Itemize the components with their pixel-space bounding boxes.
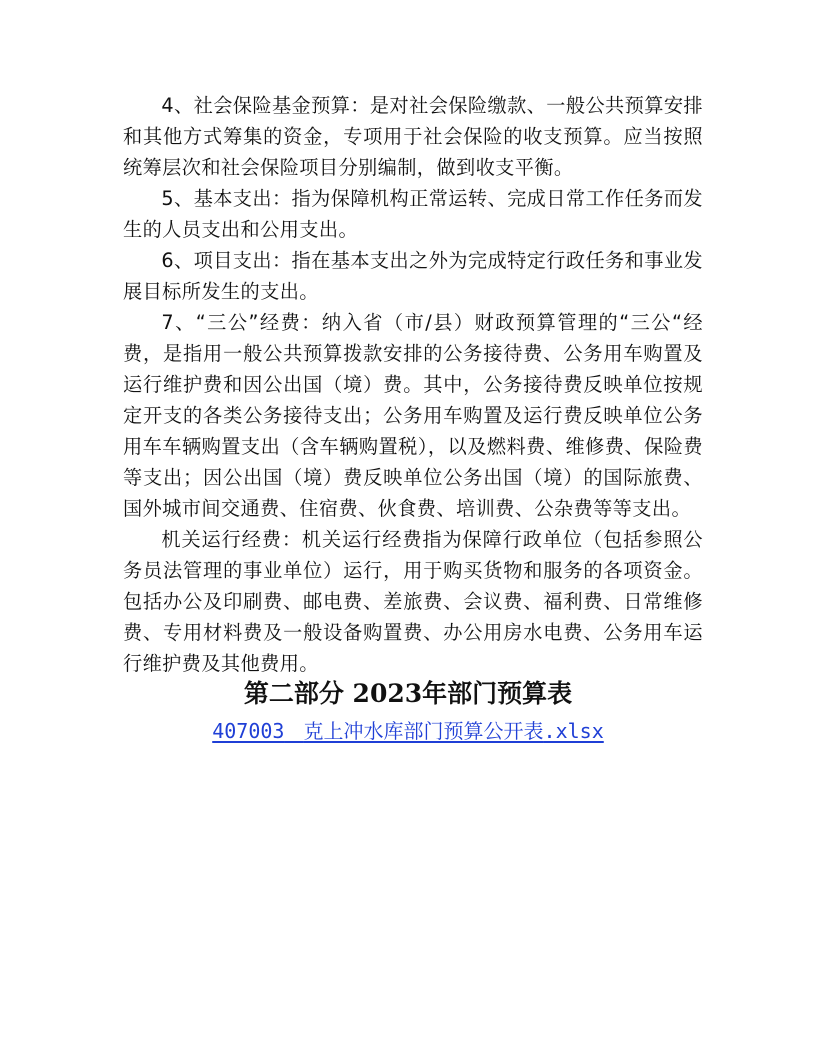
file-code: 407003 — [212, 719, 285, 743]
budget-file-link[interactable] — [212, 719, 604, 743]
paragraph-social-insurance-budget: 4、社会保险基金预算：是对社会保险缴款、一般公共预算安排和其他方式筹集的资金，专项用于社会保险的收支预算。应当按照统筹层次和社会保险项目分别编制，做到收支平衡。 — [123, 94, 703, 179]
paragraph-agency-operating-expenses: 机关运行经费：机关运行经费指为保障行政单位（包括参照公务员法管理的事业单位）运行，用于购买货物和服务的各项资金。包括办公及印刷费、邮电费、差旅费、会议费、福利费、日常维修费、专用材料费及一般设备购置费、办公用房水电费、公务用车运行维护费及其他费用。 — [123, 528, 703, 675]
file-link-container — [0, 716, 816, 746]
paragraph-project-expenditure: 6、项目支出：指在基本支出之外为完成特定行政任务和事业发展目标所发生的支出。 — [123, 249, 703, 303]
paragraph-three-public-expenses: 7、“三公”经费：纳入省（市/县）财政预算管理的“三公“经费，是指用一般公共预算拨款安排的公务接待费、公务用车购置及运行维护费和因公出国（境）费。其中，公务接待费反映单位按规定开支的各类公务接待支出；公务用车购置及运行费反映单位公务用车车辆购置支出（含车辆购置税），以及燃料费、维修费、保险费等支出；因公出国（境）费反映单位公务出国（境）的国际旅费、国外城市间交通费、住宿费、伙食费、培训费、公杂费等等支出。 — [123, 311, 703, 520]
file-extension: .xlsx — [543, 719, 604, 743]
section-title: 第二部分 2023年部门预算表 — [243, 679, 573, 708]
paragraph-basic-expenditure: 5、基本支出：指为保障机构正常运转、完成日常工作任务而发生的人员支出和公用支出。 — [123, 187, 703, 241]
file-name: 克上冲水库部门预算公开表 — [303, 719, 544, 743]
body-text — [123, 90, 703, 679]
